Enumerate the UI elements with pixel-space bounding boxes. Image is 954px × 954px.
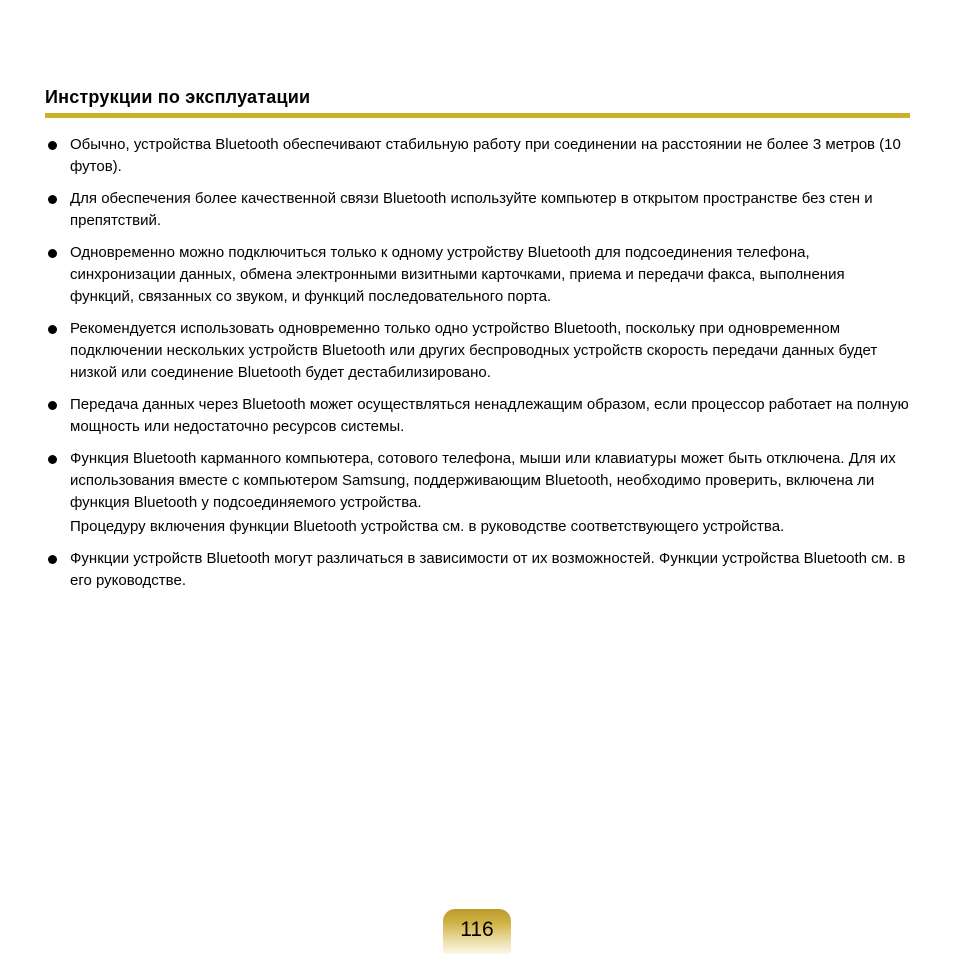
list-item <box>45 548 910 592</box>
page-number: 116 <box>460 918 494 941</box>
list-item-text: Функция Bluetooth карманного компьютера, сотового телефона, мыши или клавиатуры может быть отключена. Для их использования вместе с компьютером Samsung, поддерживающим Bluetooth, необходимо проверить, включена ли функция Bluetooth у подсоединяемого устройства. <box>70 450 896 511</box>
list-item <box>45 188 910 232</box>
bullet-icon <box>48 325 57 334</box>
list-item-text: Передача данных через Bluetooth может осуществляться ненадлежащим образом, если процессор работает на полную мощность или недостаточно ресурсов системы. <box>70 396 909 435</box>
list-item <box>45 242 910 308</box>
list-item-text: Рекомендуется использовать одновременно только одно устройство Bluetooth, поскольку при одновременном подключении нескольких устройств Bluetooth или других беспроводных устройств скорость передачи данных будет низкой или соединение Bluetooth будет дестабилизировано. <box>70 320 878 381</box>
list-item-body <box>70 394 910 438</box>
list-item-body <box>70 318 910 384</box>
instructions-list <box>0 134 954 592</box>
list-item <box>45 448 910 538</box>
list-item-body <box>70 448 910 538</box>
list-item <box>45 134 910 178</box>
bullet-icon <box>48 249 57 258</box>
list-item-body <box>70 188 910 232</box>
list-item-text: Обычно, устройства Bluetooth обеспечивают стабильную работу при соединении на расстоянии не более 3 метров (10 футов). <box>70 136 901 175</box>
list-item <box>45 394 910 438</box>
list-item-body <box>70 242 910 308</box>
list-item <box>45 318 910 384</box>
list-item-text: Функции устройств Bluetooth могут различаться в зависимости от их возможностей. Функции устройства Bluetooth см. в его руководстве. <box>70 550 906 589</box>
bullet-icon <box>48 401 57 410</box>
page-header <box>0 0 954 118</box>
bullet-icon <box>48 555 57 564</box>
list-item-text: Для обеспечения более качественной связи Bluetooth используйте компьютер в открытом пространстве без стен и препятствий. <box>70 190 873 229</box>
title-underline <box>45 113 910 118</box>
list-item-text: Одновременно можно подключиться только к одному устройству Bluetooth для подсоединения телефона, синхронизации данных, обмена электронными визитными карточками, приема и передачи факса, выполнения функций, связанных со звуком, и функций последовательного порта. <box>70 244 845 305</box>
page-title: Инструкции по эксплуатации <box>45 87 311 107</box>
list-item-body <box>70 134 910 178</box>
bullet-icon <box>48 141 57 150</box>
list-item-note: Процедуру включения функции Bluetooth устройства см. в руководстве соответствующего устройства. <box>70 518 785 535</box>
page-number-badge <box>443 909 511 954</box>
bullet-icon <box>48 195 57 204</box>
bullet-icon <box>48 455 57 464</box>
list-item-body <box>70 548 910 592</box>
